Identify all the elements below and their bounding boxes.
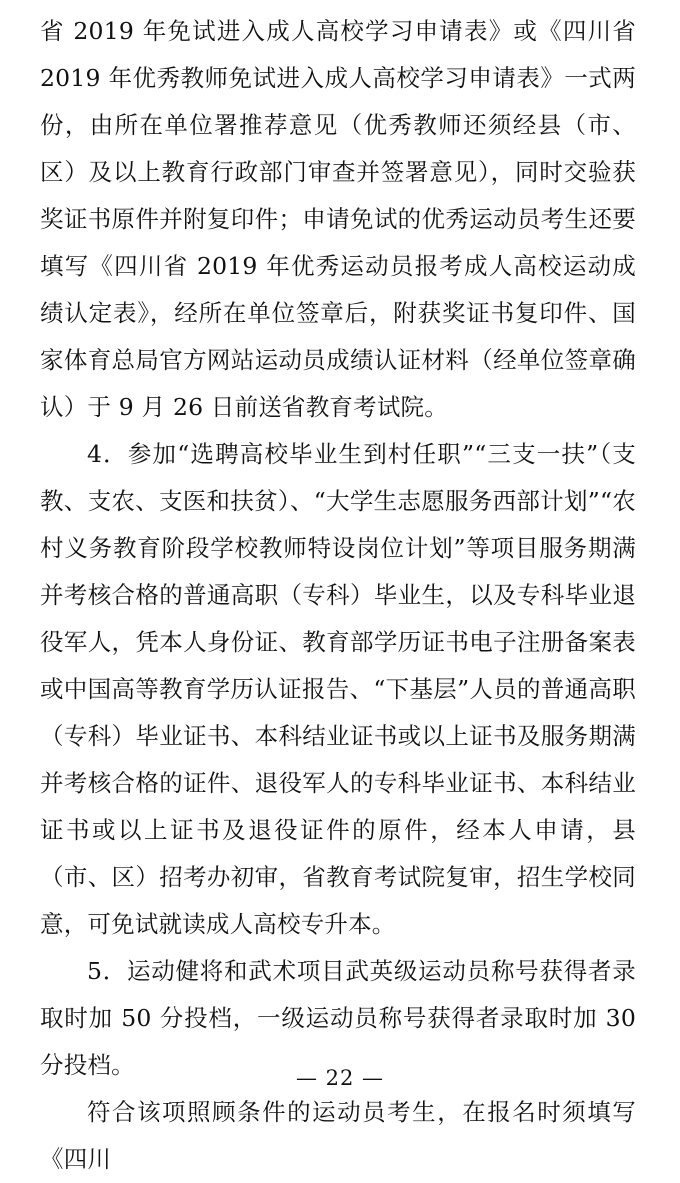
document-body [40,8,636,1183]
paragraph-item-5-note: 符合该项照顾条件的运动员考生，在报名时须填写《四川 [40,1098,636,1173]
paragraph-item-5: 5．运动健将和武术项目武英级运动员称号获得者录取时加 50 分投档，一级运动员称号获得者录取时加 30 分投档。 [40,957,636,1079]
paragraph-item-4: 4．参加“选聘高校毕业生到村任职”“三支一扶”（支教、支农、支医和扶贫）、“大学生志愿服务西部计划”“农村义务教育阶段学校教师特设岗位计划”等项目服务期满并考核合格的普通高职（专科）毕业生，以及专科毕业退役军人，凭本人身份证、教育部学历证书电子注册备案表或中国高等教育学历认证报告、“下基层”人员的普通高职（专科）毕业证书、本科结业证书或以上证书及服务期满并考核合格的证件、退役军人的专科毕业证书、本科结业证书或以上证书及退役证件的原件，经本人申请，县（市、区）招考办初审，省教育考试院复审，招生学校同意，可免试就读成人高校专升本。 [40,440,636,938]
paragraph-continuation: 省 2019 年免试进入成人高校学习申请表》或《四川省 2019 年优秀教师免试进入成人高校学习申请表》一式两份，由所在单位署推荐意见（优秀教师还须经县（市、区）及以上教育行政部门审查并签署意见），同时交验获奖证书原件并附复印件；申请免试的优秀运动员考生还要填写《四川省 2019 年优秀运动员报考成人高校运动成绩认定表》，经所在单位签章后，附获奖证书复印件、国家体育总局官方网站运动员成绩认证材料（经单位签章确认）于 9 月 26 日前送省教育考试院。 [40,17,636,421]
page-number: — 22 — [295,1066,385,1090]
